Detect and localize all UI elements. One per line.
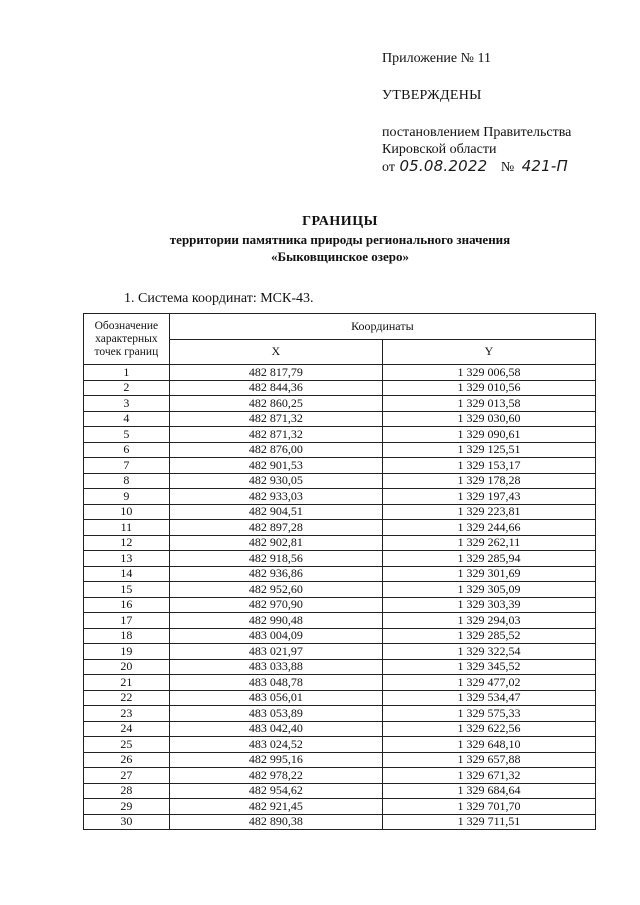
date-prefix: от bbox=[382, 160, 395, 175]
cell-y: 1 329 197,43 bbox=[382, 489, 595, 505]
cell-y: 1 329 294,03 bbox=[382, 613, 595, 629]
cell-y: 1 329 711,51 bbox=[382, 814, 595, 830]
header-x: X bbox=[169, 339, 382, 365]
cell-point: 30 bbox=[84, 814, 170, 830]
cell-y: 1 329 153,17 bbox=[382, 458, 595, 474]
table-row bbox=[84, 628, 596, 644]
title-line-3: «Быковщинское озеро» bbox=[270, 249, 410, 264]
cell-x: 482 930,05 bbox=[169, 473, 382, 489]
cell-point: 24 bbox=[84, 721, 170, 737]
coordinate-system-label: 1. Система координат: МСК-43. bbox=[124, 291, 314, 306]
cell-y: 1 329 090,61 bbox=[382, 427, 595, 443]
approval-block bbox=[382, 50, 571, 176]
cell-x: 482 844,36 bbox=[169, 380, 382, 396]
table-row bbox=[84, 783, 596, 799]
cell-x: 482 970,90 bbox=[169, 597, 382, 613]
cell-x: 483 004,09 bbox=[169, 628, 382, 644]
cell-y: 1 329 006,58 bbox=[382, 365, 595, 381]
appendix-label: Приложение № 11 bbox=[382, 51, 491, 66]
cell-x: 482 921,45 bbox=[169, 799, 382, 815]
table-row bbox=[84, 520, 596, 536]
cell-y: 1 329 125,51 bbox=[382, 442, 595, 458]
decree-line-1: постановлением Правительства bbox=[382, 125, 572, 140]
cell-y: 1 329 301,69 bbox=[382, 566, 595, 582]
table-row bbox=[84, 442, 596, 458]
cell-x: 482 871,32 bbox=[169, 427, 382, 443]
table-row bbox=[84, 752, 596, 768]
cell-x: 482 902,81 bbox=[169, 535, 382, 551]
document-title bbox=[110, 213, 570, 265]
cell-point: 4 bbox=[84, 411, 170, 427]
cell-x: 482 876,00 bbox=[169, 442, 382, 458]
cell-point: 23 bbox=[84, 706, 170, 722]
cell-point: 22 bbox=[84, 690, 170, 706]
cell-x: 483 021,97 bbox=[169, 644, 382, 660]
table-row bbox=[84, 458, 596, 474]
cell-point: 25 bbox=[84, 737, 170, 753]
header-y: Y bbox=[382, 339, 595, 365]
header-coordinates: Координаты bbox=[169, 314, 595, 340]
table-row bbox=[84, 659, 596, 675]
cell-point: 15 bbox=[84, 582, 170, 598]
table-row bbox=[84, 535, 596, 551]
table-row bbox=[84, 380, 596, 396]
cell-point: 29 bbox=[84, 799, 170, 815]
cell-x: 482 860,25 bbox=[169, 396, 382, 412]
cell-y: 1 329 178,28 bbox=[382, 473, 595, 489]
cell-point: 13 bbox=[84, 551, 170, 567]
cell-point: 8 bbox=[84, 473, 170, 489]
table-row bbox=[84, 706, 596, 722]
cell-y: 1 329 223,81 bbox=[382, 504, 595, 520]
number-label: № bbox=[500, 160, 515, 175]
cell-y: 1 329 575,33 bbox=[382, 706, 595, 722]
header-point: Обозначение характерных точек границ bbox=[84, 314, 170, 365]
cell-point: 18 bbox=[84, 628, 170, 644]
cell-y: 1 329 345,52 bbox=[382, 659, 595, 675]
cell-y: 1 329 303,39 bbox=[382, 597, 595, 613]
cell-point: 20 bbox=[84, 659, 170, 675]
cell-y: 1 329 030,60 bbox=[382, 411, 595, 427]
cell-point: 28 bbox=[84, 783, 170, 799]
decree-number: 421-П bbox=[521, 157, 569, 175]
cell-x: 483 033,88 bbox=[169, 659, 382, 675]
cell-x: 483 056,01 bbox=[169, 690, 382, 706]
cell-x: 483 042,40 bbox=[169, 721, 382, 737]
approved-label: УТВЕРЖДЕНЫ bbox=[382, 88, 482, 103]
cell-x: 482 871,32 bbox=[169, 411, 382, 427]
cell-point: 6 bbox=[84, 442, 170, 458]
table-row bbox=[84, 411, 596, 427]
table-row bbox=[84, 613, 596, 629]
cell-x: 482 978,22 bbox=[169, 768, 382, 784]
cell-y: 1 329 648,10 bbox=[382, 737, 595, 753]
cell-x: 482 817,79 bbox=[169, 365, 382, 381]
table-row bbox=[84, 566, 596, 582]
cell-x: 482 918,56 bbox=[169, 551, 382, 567]
cell-x: 482 933,03 bbox=[169, 489, 382, 505]
cell-y: 1 329 285,94 bbox=[382, 551, 595, 567]
decree-line-2: Кировской области bbox=[382, 142, 497, 157]
table-row bbox=[84, 489, 596, 505]
cell-point: 27 bbox=[84, 768, 170, 784]
title-line-2: территории памятника природы регионального значения bbox=[169, 232, 511, 247]
table-row bbox=[84, 690, 596, 706]
table-row bbox=[84, 721, 596, 737]
table-row bbox=[84, 737, 596, 753]
cell-x: 482 995,16 bbox=[169, 752, 382, 768]
cell-point: 16 bbox=[84, 597, 170, 613]
cell-point: 11 bbox=[84, 520, 170, 536]
cell-point: 14 bbox=[84, 566, 170, 582]
cell-x: 483 048,78 bbox=[169, 675, 382, 691]
table-row bbox=[84, 597, 596, 613]
table-row bbox=[84, 799, 596, 815]
cell-point: 9 bbox=[84, 489, 170, 505]
cell-point: 19 bbox=[84, 644, 170, 660]
table-row bbox=[84, 427, 596, 443]
cell-y: 1 329 622,56 bbox=[382, 721, 595, 737]
cell-point: 17 bbox=[84, 613, 170, 629]
table-row bbox=[84, 396, 596, 412]
cell-x: 482 954,62 bbox=[169, 783, 382, 799]
cell-x: 482 936,86 bbox=[169, 566, 382, 582]
table-row bbox=[84, 504, 596, 520]
decree-date: 05.08.2022 bbox=[399, 157, 488, 175]
cell-x: 483 053,89 bbox=[169, 706, 382, 722]
cell-y: 1 329 013,58 bbox=[382, 396, 595, 412]
cell-point: 3 bbox=[84, 396, 170, 412]
cell-x: 482 904,51 bbox=[169, 504, 382, 520]
cell-y: 1 329 262,11 bbox=[382, 535, 595, 551]
table-row bbox=[84, 768, 596, 784]
table-row bbox=[84, 551, 596, 567]
cell-y: 1 329 305,09 bbox=[382, 582, 595, 598]
cell-y: 1 329 701,70 bbox=[382, 799, 595, 815]
cell-point: 7 bbox=[84, 458, 170, 474]
cell-x: 482 901,53 bbox=[169, 458, 382, 474]
table-row bbox=[84, 473, 596, 489]
cell-x: 482 952,60 bbox=[169, 582, 382, 598]
table-row bbox=[84, 644, 596, 660]
cell-y: 1 329 477,02 bbox=[382, 675, 595, 691]
cell-x: 483 024,52 bbox=[169, 737, 382, 753]
cell-x: 482 990,48 bbox=[169, 613, 382, 629]
cell-point: 10 bbox=[84, 504, 170, 520]
table-row bbox=[84, 675, 596, 691]
cell-point: 12 bbox=[84, 535, 170, 551]
cell-y: 1 329 244,66 bbox=[382, 520, 595, 536]
cell-x: 482 897,28 bbox=[169, 520, 382, 536]
cell-y: 1 329 671,32 bbox=[382, 768, 595, 784]
cell-point: 26 bbox=[84, 752, 170, 768]
cell-y: 1 329 010,56 bbox=[382, 380, 595, 396]
table-row bbox=[84, 814, 596, 830]
cell-point: 2 bbox=[84, 380, 170, 396]
cell-y: 1 329 534,47 bbox=[382, 690, 595, 706]
cell-x: 482 890,38 bbox=[169, 814, 382, 830]
cell-y: 1 329 322,54 bbox=[382, 644, 595, 660]
decree-date-line bbox=[382, 158, 571, 176]
table-body bbox=[84, 365, 596, 830]
cell-point: 5 bbox=[84, 427, 170, 443]
cell-y: 1 329 285,52 bbox=[382, 628, 595, 644]
cell-point: 21 bbox=[84, 675, 170, 691]
cell-point: 1 bbox=[84, 365, 170, 381]
coordinates-table bbox=[83, 313, 596, 830]
cell-y: 1 329 657,88 bbox=[382, 752, 595, 768]
table-row bbox=[84, 365, 596, 381]
table-row bbox=[84, 582, 596, 598]
cell-y: 1 329 684,64 bbox=[382, 783, 595, 799]
title-line-1: ГРАНИЦЫ bbox=[302, 214, 378, 229]
